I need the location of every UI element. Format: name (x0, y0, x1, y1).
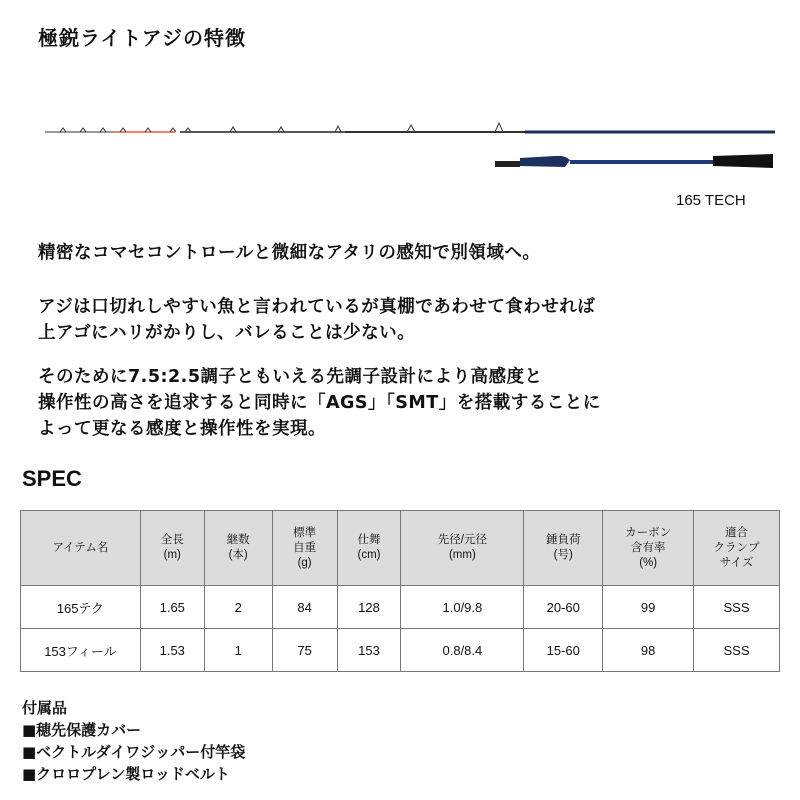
spec-heading: SPEC (22, 466, 82, 491)
table-header-row (21, 511, 780, 586)
table-cell: 20-60 (524, 586, 603, 629)
table-cell: 1 (204, 629, 272, 672)
column-header (272, 511, 337, 586)
table-cell: SSS (694, 586, 780, 629)
table-cell: 165テク (21, 586, 141, 629)
accessory-item: ■穂先保護カバー (22, 721, 142, 739)
table-cell: 1.53 (140, 629, 204, 672)
column-header (140, 511, 204, 586)
accessories (22, 697, 245, 785)
header-line: 自重 (293, 541, 317, 554)
column-header (524, 511, 603, 586)
header-line: 仕舞 (357, 534, 381, 546)
header-line: (cm) (357, 549, 381, 561)
header-line: クランプ (713, 541, 760, 554)
table-cell: 99 (603, 586, 694, 629)
column-header (401, 511, 524, 586)
accessories-heading: 付属品 (22, 699, 68, 717)
feature-paragraph-3 (38, 364, 601, 442)
table-row (21, 629, 780, 672)
header-line: 標準 (293, 526, 317, 539)
table-cell: 75 (272, 629, 337, 672)
table-cell: SSS (694, 629, 780, 672)
spec-table (20, 510, 780, 672)
table-cell: 1.65 (140, 586, 204, 629)
table-cell: 128 (337, 586, 401, 629)
header-line: 適合 (725, 526, 749, 539)
header-line: サイズ (719, 556, 754, 569)
header-line: (mm) (448, 549, 476, 561)
table-row (21, 586, 780, 629)
header-line: 先径/元径 (437, 534, 487, 546)
table-cell: 98 (603, 629, 694, 672)
text-line: 操作性の高さを追求すると同時に「AGS」「SMT」を搭載することに (38, 393, 601, 413)
text-line: 上アゴにハリがかりし、バレることは少ない。 (38, 323, 416, 343)
header-line: 継数 (226, 534, 250, 546)
accessory-item: ■クロロプレン製ロッドベルト (22, 765, 230, 783)
header-line: (m) (163, 549, 181, 561)
text-line: そのために7.5:2.5調子ともいえる先調子設計により高感度と (38, 367, 543, 387)
header-line: 錘負荷 (546, 534, 581, 546)
header-line: 含有率 (630, 541, 666, 554)
header-line: (本) (228, 549, 248, 561)
header-line: (g) (297, 556, 312, 569)
header-line: アイテム名 (52, 541, 109, 554)
text-line: 精密なコマセコントロールと微細なアタリの感知で別領域へ。 (38, 243, 541, 263)
table-cell: 1.0/9.8 (401, 586, 524, 629)
column-header (21, 511, 141, 586)
table-cell: 84 (272, 586, 337, 629)
table-cell: 0.8/8.4 (401, 629, 524, 672)
header-line: 全長 (160, 534, 184, 546)
text-line: アジは口切れしやすい魚と言われているが真棚であわせて食わせれば (38, 297, 596, 317)
header-line: カーボン (625, 526, 672, 539)
table-cell: 15-60 (524, 629, 603, 672)
model-label: 165 TECH (676, 192, 746, 209)
page-title: 極鋭ライトアジの特徴 (38, 26, 246, 50)
column-header (603, 511, 694, 586)
column-header (337, 511, 401, 586)
feature-paragraph-2 (38, 294, 595, 346)
text-line: よって更なる感度と操作性を実現。 (38, 419, 326, 439)
rod-image (45, 120, 775, 180)
table-cell: 153フィール (21, 629, 141, 672)
header-line: (号) (553, 549, 573, 561)
accessory-item: ■ベクトルダイワジッパー付竿袋 (22, 743, 246, 761)
column-header (204, 511, 272, 586)
feature-paragraph-1 (38, 240, 540, 266)
table-cell: 2 (204, 586, 272, 629)
column-header (694, 511, 780, 586)
table-cell: 153 (337, 629, 401, 672)
header-line: (%) (639, 556, 658, 569)
